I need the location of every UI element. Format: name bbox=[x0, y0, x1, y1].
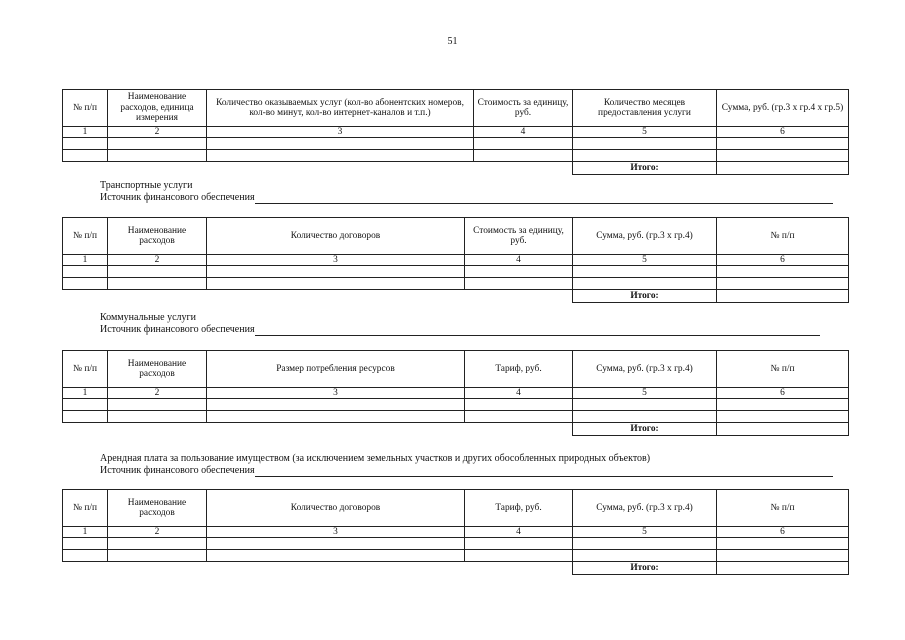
column-number: 2 bbox=[108, 388, 207, 399]
column-number: 5 bbox=[573, 255, 717, 266]
column-number: 2 bbox=[108, 255, 207, 266]
header-cell: Сумма, руб. (гр.3 х гр.4) bbox=[573, 351, 717, 388]
column-number: 3 bbox=[207, 255, 465, 266]
total-label: Итого: bbox=[573, 562, 717, 575]
header-cell: Сумма, руб. (гр.3 х гр.4) bbox=[573, 218, 717, 255]
page-number: 51 bbox=[447, 36, 458, 47]
header-cell: № п/п bbox=[63, 351, 108, 388]
table-row bbox=[63, 550, 849, 562]
table-row bbox=[63, 266, 849, 278]
column-number: 6 bbox=[717, 527, 849, 538]
table-row bbox=[63, 538, 849, 550]
funding-source-line bbox=[100, 191, 833, 204]
column-number: 4 bbox=[474, 127, 573, 138]
services-table-3 bbox=[62, 350, 849, 436]
header-cell: № п/п bbox=[717, 218, 849, 255]
column-number-row bbox=[63, 388, 849, 399]
total-row bbox=[63, 562, 849, 575]
section-caption: Коммунальные услуги bbox=[100, 312, 196, 323]
header-cell: Наименование расходов, единица измерения bbox=[108, 90, 207, 127]
column-number: 3 bbox=[207, 127, 474, 138]
header-row bbox=[63, 490, 849, 527]
funding-source-line bbox=[100, 323, 820, 336]
total-label: Итого: bbox=[573, 290, 717, 303]
table-row bbox=[63, 399, 849, 411]
column-number: 3 bbox=[207, 527, 465, 538]
services-table-2 bbox=[62, 217, 849, 303]
header-cell: Наименование расходов bbox=[108, 218, 207, 255]
funding-source-field[interactable] bbox=[255, 325, 820, 336]
column-number: 1 bbox=[63, 255, 108, 266]
header-cell: Количество оказываемых услуг (кол-во абонентских номеров, кол-во минут, кол-во интернет-каналов и т.п.) bbox=[207, 90, 474, 127]
header-cell: № п/п bbox=[717, 490, 849, 527]
table-row bbox=[63, 138, 849, 150]
header-cell: Количество договоров bbox=[207, 218, 465, 255]
column-number: 5 bbox=[573, 527, 717, 538]
column-number: 1 bbox=[63, 127, 108, 138]
section-caption: Транспортные услуги bbox=[100, 180, 193, 191]
section-caption: Арендная плата за пользование имуществом (за исключением земельных участков и других обособленных природных объектов) bbox=[100, 453, 651, 464]
column-number: 5 bbox=[573, 388, 717, 399]
column-number: 2 bbox=[108, 127, 207, 138]
services-table-4 bbox=[62, 489, 849, 575]
total-row bbox=[63, 162, 849, 175]
total-value[interactable] bbox=[717, 562, 849, 575]
header-row bbox=[63, 90, 849, 127]
header-cell: № п/п bbox=[717, 351, 849, 388]
column-number-row bbox=[63, 255, 849, 266]
header-cell: Сумма, руб. (гр.3 х гр.4 х гр.5) bbox=[717, 90, 849, 127]
funding-source-label: Источник финансового обеспечения bbox=[100, 192, 255, 203]
header-cell: Наименование расходов bbox=[108, 351, 207, 388]
header-cell: № п/п bbox=[63, 218, 108, 255]
header-cell: Количество договоров bbox=[207, 490, 465, 527]
column-number: 1 bbox=[63, 388, 108, 399]
column-number: 4 bbox=[465, 527, 573, 538]
column-number: 6 bbox=[717, 255, 849, 266]
header-cell: Сумма, руб. (гр.3 х гр.4) bbox=[573, 490, 717, 527]
funding-source-line bbox=[100, 464, 833, 477]
column-number: 6 bbox=[717, 388, 849, 399]
total-value[interactable] bbox=[717, 423, 849, 436]
total-label: Итого: bbox=[573, 423, 717, 436]
total-row bbox=[63, 423, 849, 436]
table-row bbox=[63, 150, 849, 162]
header-cell: Тариф, руб. bbox=[465, 351, 573, 388]
column-number: 4 bbox=[465, 255, 573, 266]
header-cell: Стоимость за единицу, руб. bbox=[474, 90, 573, 127]
column-number: 3 bbox=[207, 388, 465, 399]
header-cell: Количество месяцев предоставления услуги bbox=[573, 90, 717, 127]
column-number: 4 bbox=[465, 388, 573, 399]
header-cell: Стоимость за единицу, руб. bbox=[465, 218, 573, 255]
header-cell: Размер потребления ресурсов bbox=[207, 351, 465, 388]
column-number: 1 bbox=[63, 527, 108, 538]
header-row bbox=[63, 218, 849, 255]
total-row bbox=[63, 290, 849, 303]
header-cell: Тариф, руб. bbox=[465, 490, 573, 527]
header-cell: Наименование расходов bbox=[108, 490, 207, 527]
column-number: 6 bbox=[717, 127, 849, 138]
table-row bbox=[63, 411, 849, 423]
total-label: Итого: bbox=[573, 162, 717, 175]
column-number-row bbox=[63, 527, 849, 538]
funding-source-field[interactable] bbox=[255, 466, 833, 477]
funding-source-field[interactable] bbox=[255, 193, 833, 204]
table-row bbox=[63, 278, 849, 290]
total-value[interactable] bbox=[717, 162, 849, 175]
total-value[interactable] bbox=[717, 290, 849, 303]
column-number-row bbox=[63, 127, 849, 138]
column-number: 5 bbox=[573, 127, 717, 138]
funding-source-label: Источник финансового обеспечения bbox=[100, 465, 255, 476]
services-table-1 bbox=[62, 89, 849, 175]
header-cell: № п/п bbox=[63, 90, 108, 127]
header-row bbox=[63, 351, 849, 388]
funding-source-label: Источник финансового обеспечения bbox=[100, 324, 255, 335]
column-number: 2 bbox=[108, 527, 207, 538]
header-cell: № п/п bbox=[63, 490, 108, 527]
